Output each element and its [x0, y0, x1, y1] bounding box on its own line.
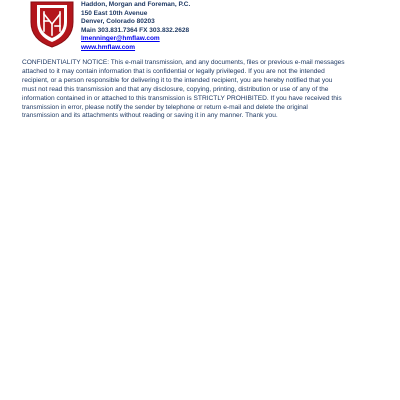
street-address: 150 East 10th Avenue [81, 9, 148, 17]
notice-line: must not read this transmission and that any disclosure, copying, printing, distribution or use of any of the [22, 85, 329, 93]
city-state-zip: Denver, Colorado 80203 [81, 18, 155, 26]
notice-line: information contained in or attached to this transmission is STRICTLY PROHIBITED. If you have received this [22, 94, 342, 102]
phone-fax: Main 303.831.7364 FX 303.832.2628 [81, 26, 190, 34]
notice-line: transmission and its attachments without reading or saving it in any manner. Thank you. [22, 112, 278, 120]
email-signature [0, 0, 400, 55]
email-link[interactable]: lmenninger@hmflaw.com [81, 35, 160, 43]
notice-line: recipient, or a person responsible for delivering it to the intended recipient, you are hereby notified that you [22, 76, 333, 84]
notice-line: attached to it may contain information that is confidential or legally privileged. If you are not the intended [22, 67, 325, 75]
confidentiality-notice [22, 59, 372, 121]
notice-line: transmission in error, please notify the sender by telephone or return e-mail and delete the original [22, 103, 308, 111]
website-link[interactable]: www.hmflaw.com [81, 43, 136, 51]
notice-line: CONFIDENTIALITY NOTICE: This e-mail transmission, and any documents, files or previous e-mail messages [22, 59, 345, 66]
firm-name: Haddon, Morgan and Foreman, P.C. [81, 1, 191, 8]
signature-block [81, 1, 190, 53]
firm-logo-icon [29, 0, 75, 48]
